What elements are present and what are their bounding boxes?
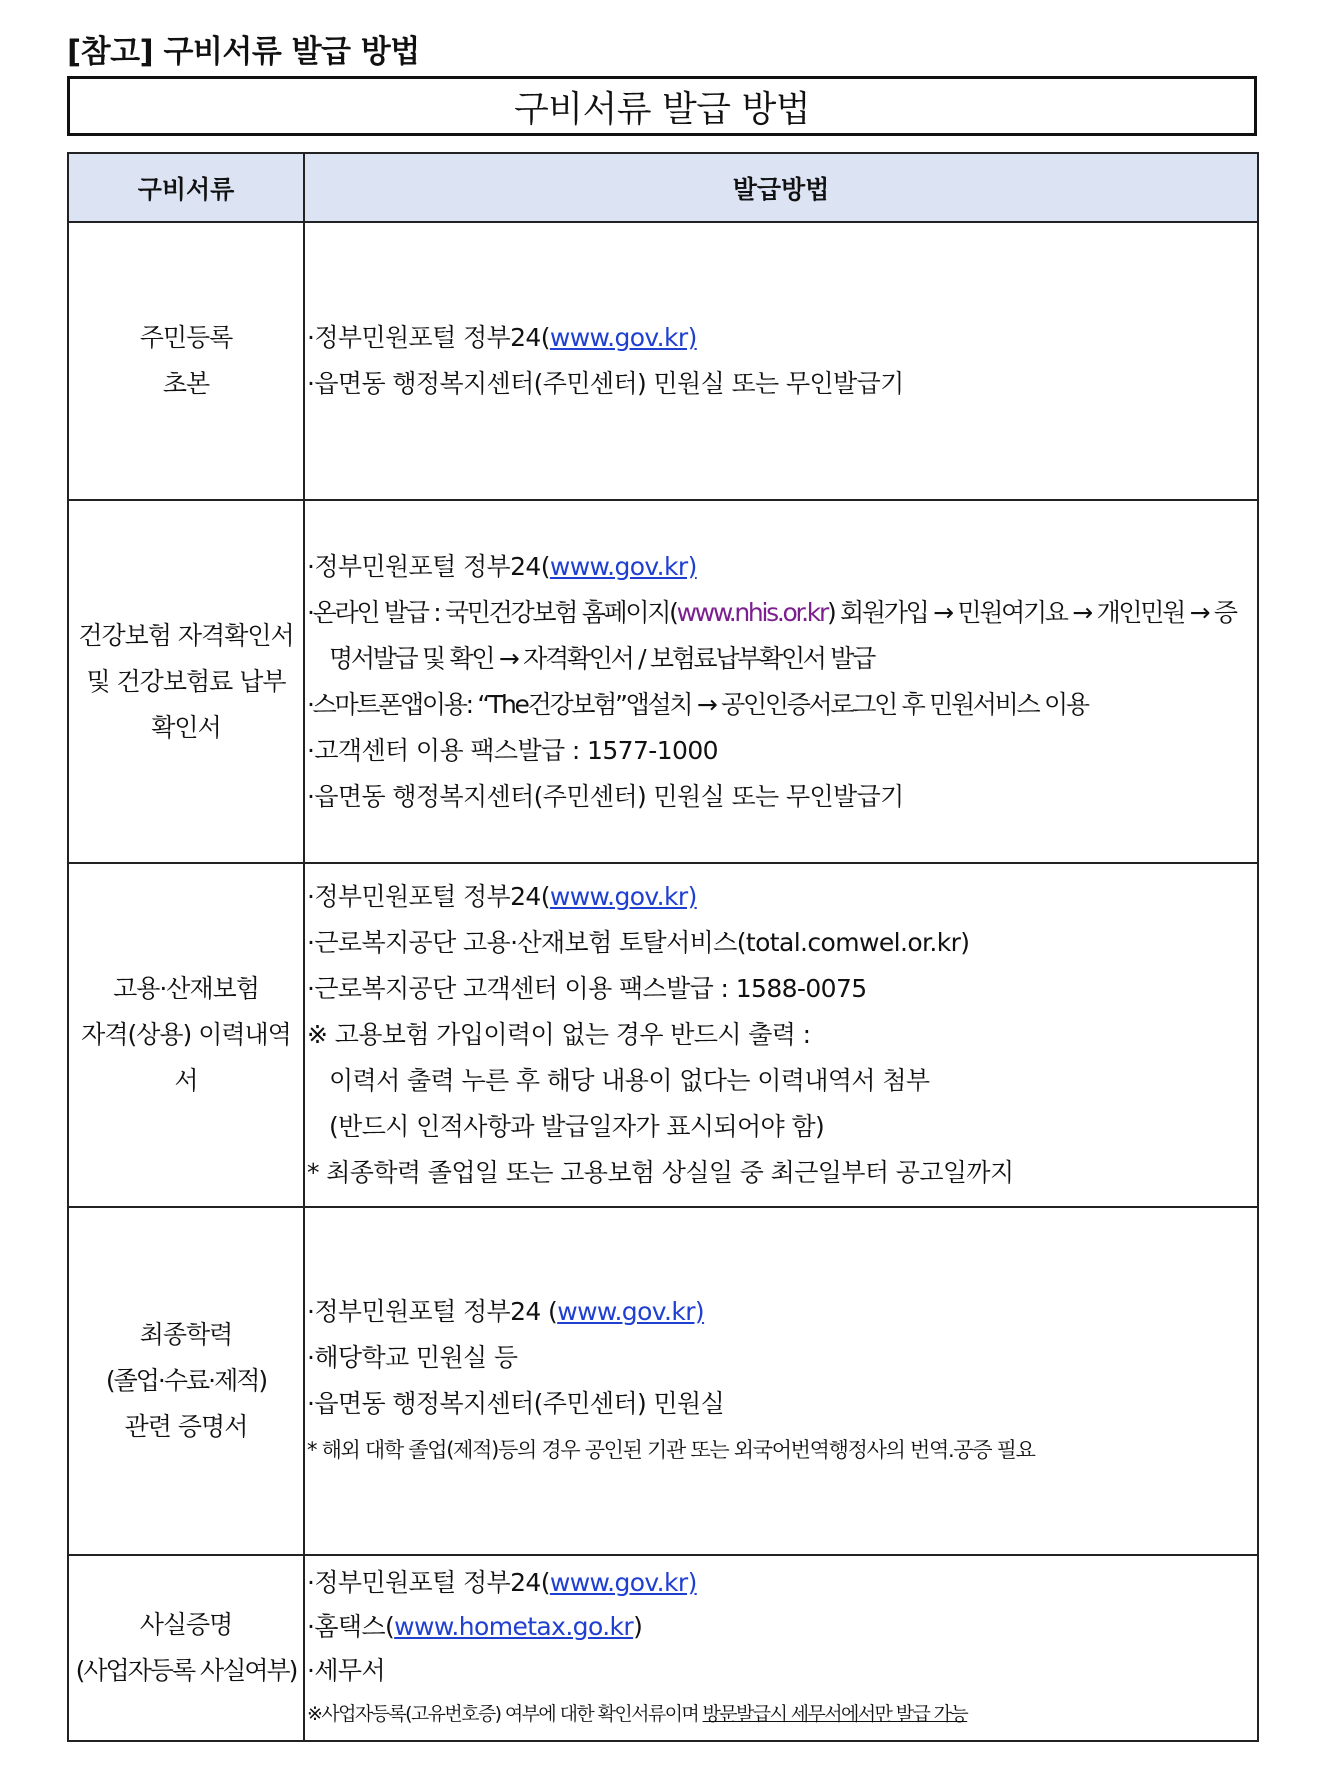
method-line: ·정부민원포털 정부24(www.gov.kr) xyxy=(307,551,697,581)
method-line: ·홈택스(www.hometax.go.kr) xyxy=(307,1612,643,1641)
method-line: ·온라인 발급 : 국민건강보험 홈페이지(www.nhis.or.kr) 회원가입 → 민원여기요 → 개인민원 → 증 xyxy=(307,597,1236,627)
doc-name-line: 고용·산재보험 xyxy=(113,974,259,1003)
table-row xyxy=(68,1207,1258,1555)
method-line: 명서발급 및 확인 → 자격확인서 / 보험료납부확인서 발급 xyxy=(329,643,874,673)
method-note: * 해외 대학 졸업(제적)등의 경우 공인된 기관 또는 외국어번역행정사의 번역.공증 필요 xyxy=(307,1438,1035,1462)
method-line: ·정부민원포털 정부24(www.gov.kr) xyxy=(307,1568,697,1597)
table-row xyxy=(68,222,1258,500)
method-line: (반드시 인적사항과 발급일자가 표시되어야 함) xyxy=(329,1112,825,1141)
method-line: ·스마트폰앱이용: “The건강보험”앱설치 → 공인인증서로그인 후 민원서비스 이용 xyxy=(307,689,1088,719)
method-line: 이력서 출력 누른 후 해당 내용이 없다는 이력내역서 첨부 xyxy=(329,1066,930,1095)
table-header-row xyxy=(68,153,1258,222)
method-line: * 최종학력 졸업일 또는 고용보험 상실일 중 최근일부터 공고일까지 xyxy=(307,1158,1014,1187)
doc-name-cell xyxy=(68,1555,304,1741)
doc-name-cell xyxy=(68,863,304,1207)
header-documents: 구비서류 xyxy=(68,153,304,222)
doc-name-line: (사업자등록 사실여부) xyxy=(75,1656,297,1685)
method-line: ·정부민원포털 정부24 (www.gov.kr) xyxy=(307,1297,705,1326)
table-row xyxy=(68,863,1258,1207)
gov24-link[interactable]: www.gov.kr) xyxy=(549,1568,697,1597)
gov24-link[interactable]: www.gov.kr) xyxy=(549,551,697,581)
doc-name-cell xyxy=(68,222,304,500)
methods-cell xyxy=(304,863,1258,1207)
doc-name-cell xyxy=(68,500,304,863)
methods-cell xyxy=(304,1555,1258,1741)
nhis-link[interactable]: www.nhis.or.kr xyxy=(676,597,827,627)
doc-name-line: 최종학력 xyxy=(139,1320,233,1349)
documents-table xyxy=(67,152,1259,1742)
reference-heading: [참고] 구비서류 발급 방법 xyxy=(67,34,420,70)
doc-name-line: 및 건강보험료 납부 xyxy=(86,666,286,696)
method-line: ·읍면동 행정복지센터(주민센터) 민원실 또는 무인발급기 xyxy=(307,369,904,398)
method-line: ·해당학교 민원실 등 xyxy=(307,1343,518,1372)
doc-name-line: 자격(상용) 이력내역 xyxy=(81,1020,291,1049)
gov24-link[interactable]: www.gov.kr) xyxy=(557,1297,705,1326)
table-row xyxy=(68,500,1258,863)
doc-name-line: 건강보험 자격확인서 xyxy=(78,620,294,650)
header-methods: 발급방법 xyxy=(304,153,1258,222)
method-line: ·정부민원포털 정부24(www.gov.kr) xyxy=(307,323,697,352)
doc-name-line: 주민등록 xyxy=(139,323,233,352)
method-note: ※사업자등록(고유번호증) 여부에 대한 확인서류이며 방문발급시 세무서에서만 발급 가능 xyxy=(307,1703,968,1725)
methods-cell xyxy=(304,1207,1258,1555)
method-line: ※ 고용보험 가입이력이 없는 경우 반드시 출력 : xyxy=(307,1020,811,1049)
method-line: ·읍면동 행정복지센터(주민센터) 민원실 xyxy=(307,1389,725,1418)
method-line: ·읍면동 행정복지센터(주민센터) 민원실 또는 무인발급기 xyxy=(307,781,904,811)
methods-cell xyxy=(304,500,1258,863)
doc-name-line: (졸업·수료·제적) xyxy=(105,1366,267,1395)
method-line: ·근로복지공단 고객센터 이용 팩스발급 : 1588-0075 xyxy=(307,974,867,1003)
method-line: ·근로복지공단 고용·산재보험 토탈서비스(total.comwel.or.kr) xyxy=(307,928,970,957)
hometax-link[interactable]: www.hometax.go.kr xyxy=(394,1612,634,1641)
table-row xyxy=(68,1555,1258,1741)
gov24-link[interactable]: www.gov.kr) xyxy=(549,323,697,352)
doc-name-cell xyxy=(68,1207,304,1555)
box-title xyxy=(67,76,1257,136)
method-line: ·고객센터 이용 팩스발급 : 1577-1000 xyxy=(307,735,718,765)
method-line: ·정부민원포털 정부24(www.gov.kr) xyxy=(307,882,697,911)
doc-name-line: 확인서 xyxy=(151,712,221,742)
method-line: ·세무서 xyxy=(307,1656,385,1685)
doc-name-line: 관련 증명서 xyxy=(124,1412,248,1441)
methods-cell xyxy=(304,222,1258,500)
doc-name-line: 사실증명 xyxy=(139,1610,233,1639)
doc-name-line: 초본 xyxy=(162,369,210,398)
gov24-link[interactable]: www.gov.kr) xyxy=(549,882,697,911)
doc-name-line: 서 xyxy=(174,1066,198,1095)
box-title-text: 구비서류 발급 방법 xyxy=(513,88,811,130)
